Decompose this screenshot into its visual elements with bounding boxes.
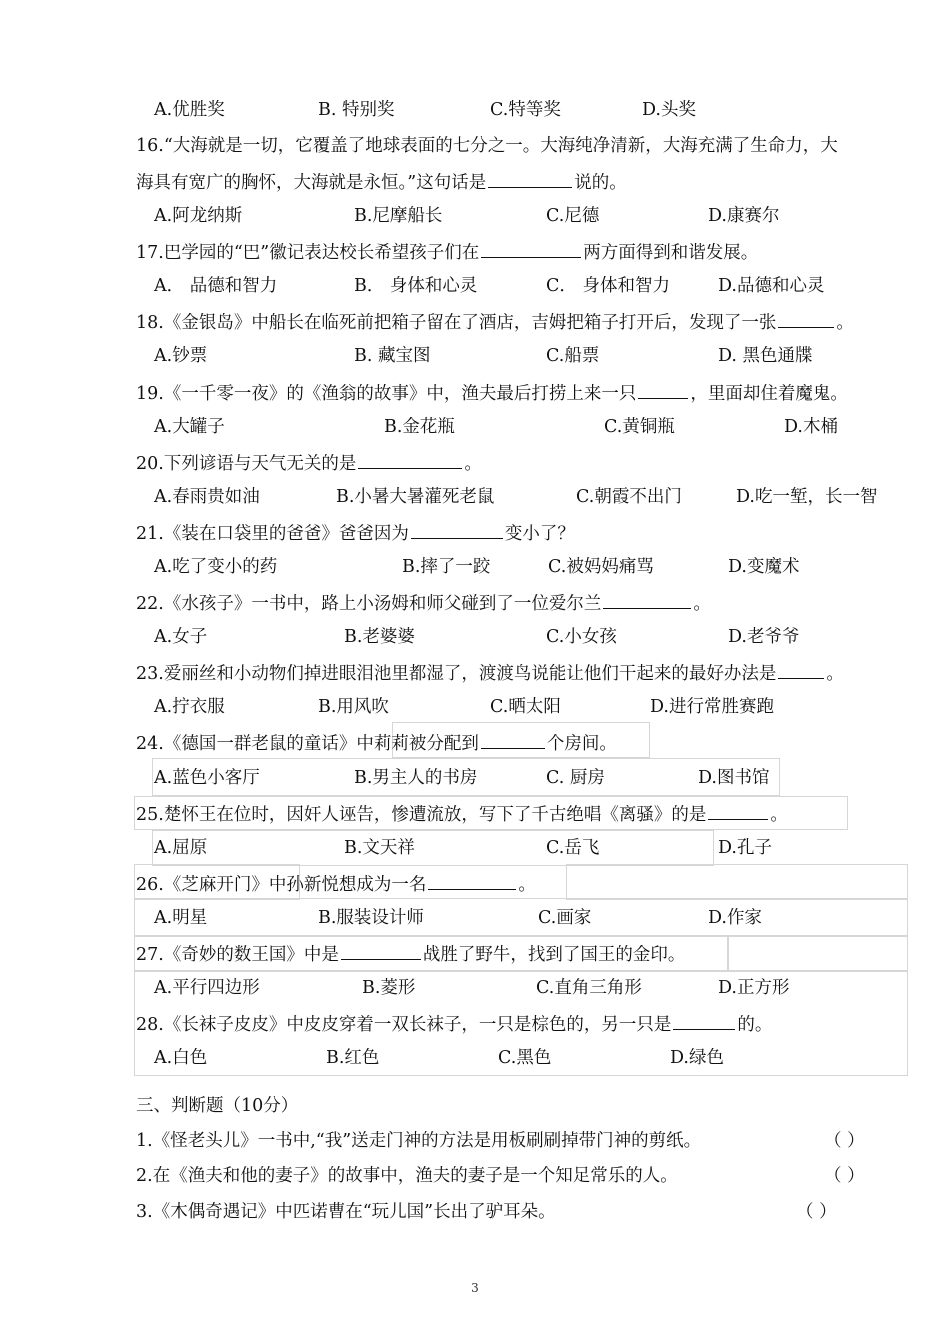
q18-text-post: 。 (836, 313, 854, 333)
q21-question (136, 520, 916, 546)
q23-text-pre: 23.爱丽丝和小动物们掉进眼泪池里都湿了，渡渡鸟说能让他们干起来的最好办法是 (136, 664, 777, 684)
q23-text-post: 。 (826, 664, 844, 684)
q25-text-post: 。 (770, 805, 788, 825)
q22-question (136, 590, 916, 616)
option-a: A． 品德和智力 (154, 276, 278, 296)
option-a: A.平行四边形 (154, 978, 260, 998)
answer-blank[interactable] (708, 801, 768, 820)
option-b: B.老婆婆 (344, 627, 415, 647)
q28-question (136, 1011, 916, 1037)
option-d: D.作家 (708, 908, 762, 928)
option-b: B.红色 (326, 1048, 380, 1068)
q17-text-post: 两方面得到和谐发展。 (583, 243, 759, 263)
option-d: D.吃一堑，长一智 (736, 487, 878, 507)
option-b: B.服装设计师 (318, 908, 424, 928)
option-a: A.钞票 (154, 346, 208, 366)
answer-blank[interactable] (428, 871, 516, 890)
q25-question (136, 801, 916, 827)
option-a: A.拧衣服 (154, 697, 225, 717)
q26-text-post: 。 (518, 875, 536, 895)
q25-text-pre: 25.楚怀王在位时，因奸人诬告，惨遭流放，写下了千古绝唱《离骚》的是 (136, 805, 707, 825)
option-c: C.画家 (538, 908, 592, 928)
answer-blank[interactable] (638, 380, 688, 399)
option-d: D.品德和心灵 (718, 276, 825, 296)
option-b: B.金花瓶 (384, 417, 455, 437)
option-d: D.进行常胜赛跑 (650, 697, 774, 717)
option-a: A.屈原 (154, 838, 208, 858)
q19-text-post: ，里面却住着魔鬼。 (690, 384, 848, 404)
option-c: C.特等奖 (490, 100, 561, 120)
q21-text-post: 变小了？ (504, 524, 575, 544)
option-b: B.男主人的书房 (354, 768, 478, 788)
answer-blank[interactable] (488, 169, 572, 188)
option-c: C． 身体和智力 (546, 276, 670, 296)
option-d: D.正方形 (718, 978, 790, 998)
option-a: A.白色 (154, 1048, 208, 1068)
answer-blank[interactable] (673, 1011, 735, 1030)
option-c: C.被妈妈痛骂 (548, 557, 654, 577)
q22-text-post: 。 (693, 594, 711, 614)
q26-text-pre: 26.《芝麻开门》中孙新悦想成为一名 (136, 875, 427, 895)
section-heading: 三、判断题（10分） (136, 1096, 299, 1116)
option-a: A.明星 (154, 908, 208, 928)
option-a: A.蓝色小客厅 (154, 768, 260, 788)
option-a: A.阿龙纳斯 (154, 206, 243, 226)
q17-text-pre: 17.巴学园的“巴”徽记表达校长希望孩子们在 (136, 243, 480, 263)
option-c: C.船票 (546, 346, 600, 366)
option-b: B.文天祥 (344, 838, 415, 858)
judgment-item (136, 1129, 916, 1153)
q16-line2 (136, 169, 916, 195)
answer-parentheses[interactable]: （ ） (824, 1131, 865, 1151)
option-d: D.变魔术 (728, 557, 800, 577)
page-number: 3 (471, 1281, 479, 1295)
answer-parentheses[interactable]: （ ） (824, 1166, 865, 1186)
option-b: B.尼摩船长 (354, 206, 443, 226)
q16-text-post: 说的。 (574, 173, 627, 193)
option-c: C.朝霞不出门 (576, 487, 682, 507)
answer-blank[interactable] (341, 941, 421, 960)
answer-blank[interactable] (778, 309, 834, 328)
q20-text-post: 。 (464, 454, 482, 474)
option-a: A.吃了变小的药 (154, 557, 278, 577)
q18-question (136, 309, 916, 335)
scan-artefact (152, 830, 714, 866)
q24-text-post: 个房间。 (546, 734, 617, 754)
q16-text-pre: 海具有宽广的胸怀，大海就是永恒。”这句话是 (136, 173, 487, 193)
answer-parentheses[interactable]: （ ） (796, 1202, 837, 1222)
option-b: B． 身体和心灵 (354, 276, 478, 296)
option-d: D.老爷爷 (728, 627, 800, 647)
judgment-text: 3.《木偶奇遇记》中匹诺曹在“玩儿国”长出了驴耳朵。 (136, 1202, 556, 1222)
option-b: B.摔了一跤 (402, 557, 491, 577)
option-a: A.大罐子 (154, 417, 225, 437)
option-d: D.绿色 (670, 1048, 724, 1068)
q28-text-post: 的。 (737, 1015, 773, 1035)
option-b: B. 特别奖 (318, 100, 395, 120)
q24-question (136, 730, 916, 756)
option-c: C.黑色 (498, 1048, 552, 1068)
judgment-text: 2.在《渔夫和他的妻子》的故事中，渔夫的妻子是一个知足常乐的人。 (136, 1166, 678, 1186)
answer-blank[interactable] (411, 520, 503, 539)
q27-text-post: 战胜了野牛，找到了国王的金印。 (422, 945, 686, 965)
option-c: C.直角三角形 (536, 978, 642, 998)
answer-blank[interactable] (481, 730, 545, 749)
scan-artefact (134, 898, 908, 936)
q21-text-pre: 21.《装在口袋里的爸爸》爸爸因为 (136, 524, 409, 544)
option-d: D.头奖 (642, 100, 696, 120)
option-b: B. 藏宝图 (354, 346, 431, 366)
option-a: A.春雨贵如油 (154, 487, 260, 507)
answer-blank[interactable] (778, 660, 824, 679)
judgment-text: 1.《怪老头儿》一书中,“我”送走门神的方法是用板刷刷掉带门神的剪纸。 (136, 1131, 702, 1151)
q23-question (136, 660, 916, 686)
judgment-item (136, 1164, 916, 1188)
answer-blank[interactable] (358, 450, 462, 469)
option-a: A.女子 (154, 627, 208, 647)
q16-line1: 16.“大海就是一切，它覆盖了地球表面的七分之一。大海纯净清新，大海充满了生命力，大 (136, 136, 838, 156)
answer-blank[interactable] (481, 239, 581, 258)
q27-question (136, 941, 916, 967)
q24-text-pre: 24.《德国一群老鼠的童话》中莉莉被分配到 (136, 734, 479, 754)
q20-question (136, 450, 916, 476)
q20-text-pre: 20.下列谚语与天气无关的是 (136, 454, 357, 474)
option-c: C.岳飞 (546, 838, 600, 858)
q28-text-pre: 28.《长袜子皮皮》中皮皮穿着一双长袜子，一只是棕色的，另一只是 (136, 1015, 672, 1035)
option-c: C.小女孩 (546, 627, 617, 647)
option-c: C.晒太阳 (490, 697, 561, 717)
option-d: D.木桶 (784, 417, 838, 437)
q17-question (136, 239, 916, 265)
q26-question (136, 871, 916, 897)
option-c: C.黄铜瓶 (604, 417, 675, 437)
option-d: D.康赛尔 (708, 206, 780, 226)
judgment-item (136, 1200, 916, 1224)
q19-question (136, 380, 916, 406)
answer-blank[interactable] (603, 590, 691, 609)
option-c: C. 厨房 (546, 768, 605, 788)
option-b: B.用风吹 (318, 697, 389, 717)
q19-text-pre: 19.《一千零一夜》的《渔翁的故事》中，渔夫最后打捞上来一只 (136, 384, 637, 404)
q18-text-pre: 18.《金银岛》中船长在临死前把箱子留在了酒店，吉姆把箱子打开后，发现了一张 (136, 313, 777, 333)
option-d: D.孔子 (718, 838, 772, 858)
option-c: C.尼德 (546, 206, 600, 226)
option-b: B.菱形 (362, 978, 416, 998)
q27-text-pre: 27.《奇妙的数王国》中是 (136, 945, 339, 965)
q22-text-pre: 22.《水孩子》一书中，路上小汤姆和师父碰到了一位爱尔兰 (136, 594, 602, 614)
option-a: A.优胜奖 (154, 100, 225, 120)
option-d: D. 黑色通牒 (718, 346, 813, 366)
option-d: D.图书馆 (698, 768, 770, 788)
option-b: B.小暑大暑灌死老鼠 (336, 487, 495, 507)
